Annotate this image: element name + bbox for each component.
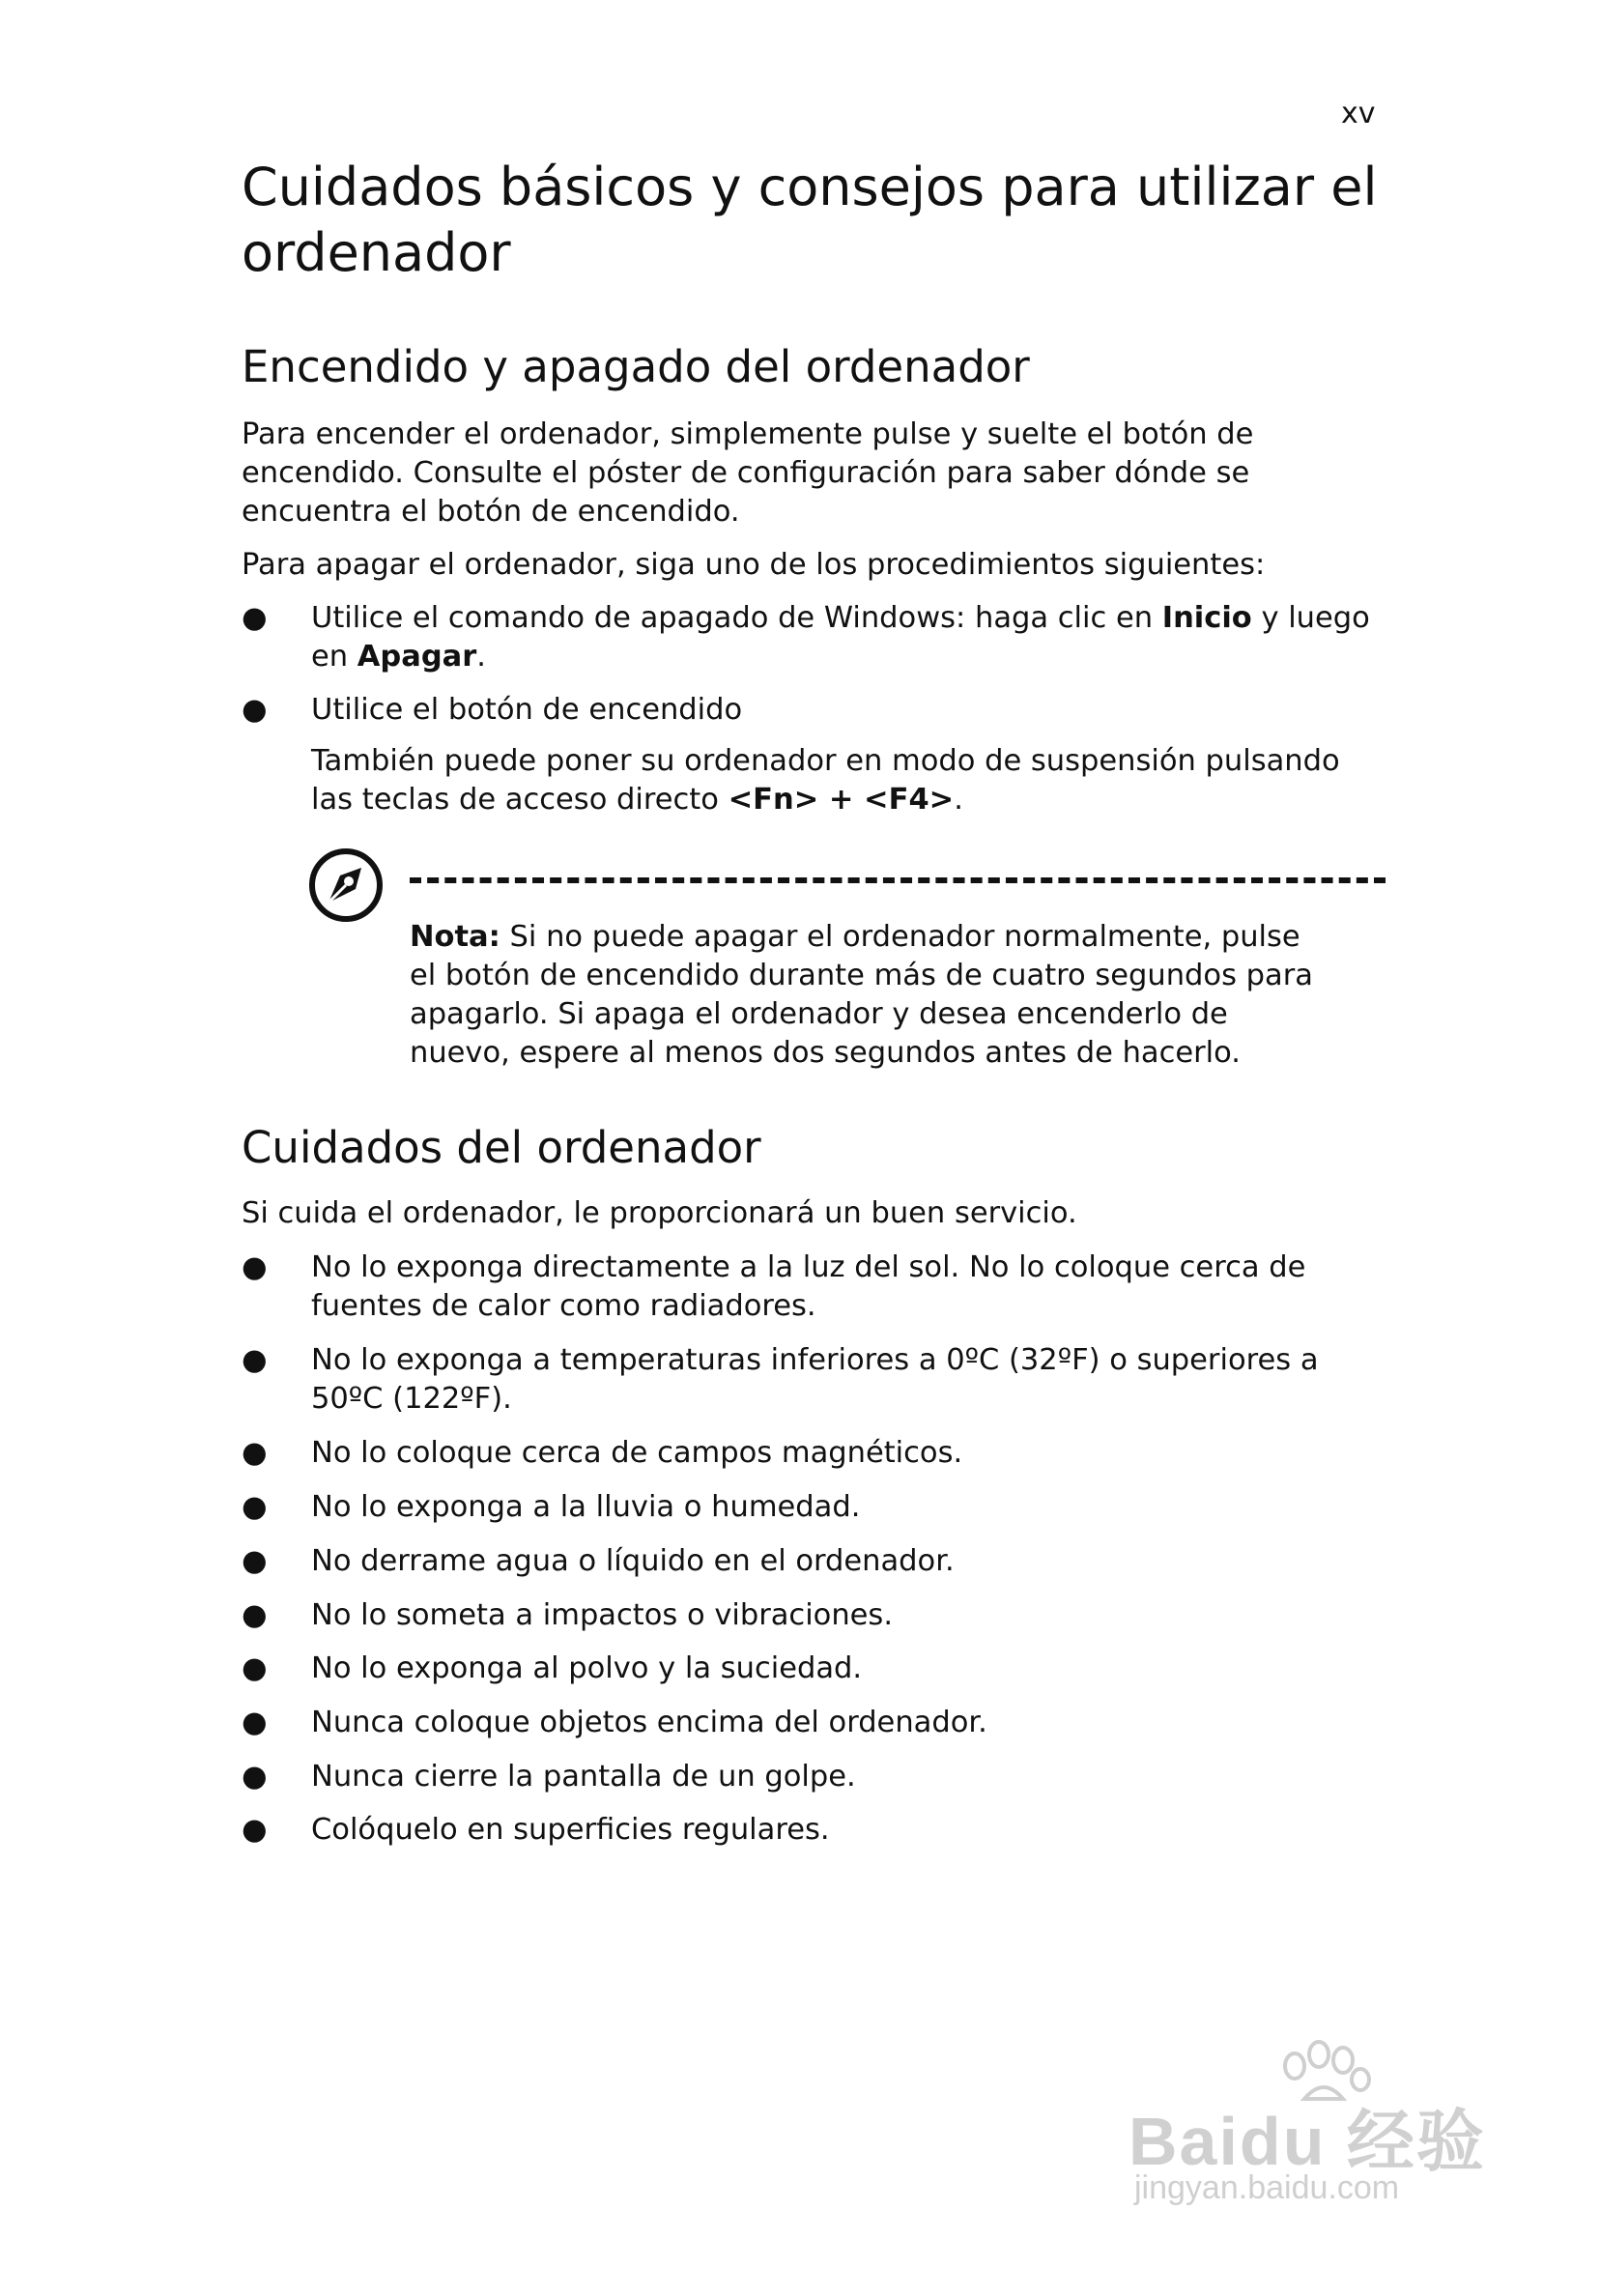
note-pen-icon xyxy=(307,847,385,924)
list-item: ● No lo exponga directamente a la luz del sol. No lo coloque cerca de fuentes de calor como radiadores. xyxy=(242,1250,1306,1323)
watermark-brand: Baidu 经验 xyxy=(1129,2104,1486,2179)
list-item: ● No derrame agua o líquido en el ordenador. xyxy=(242,1542,1391,1581)
bullet-icon: ● xyxy=(242,1598,268,1632)
list-item: ● Nunca coloque objetos encima del ordenador. xyxy=(242,1704,1391,1742)
bullet-icon: ● xyxy=(242,1343,268,1377)
bullet-icon: ● xyxy=(242,1250,268,1284)
paragraph-care-intro: Si cuida el ordenador, le proporcionará un buen servicio. xyxy=(242,1196,1077,1230)
bullet-icon: ● xyxy=(242,1706,268,1739)
list-item: ● No lo exponga a la lluvia o humedad. xyxy=(242,1488,1391,1527)
page-number: xv xyxy=(1341,97,1376,130)
list-item: ● No lo exponga al polvo y la suciedad. xyxy=(242,1650,1391,1688)
list-item: ● Utilice el comando de apagado de Windows: haga clic en Inicio y luego en Apagar. xyxy=(242,601,1370,674)
section-heading-care: Cuidados del ordenador xyxy=(242,1122,761,1173)
bullet-icon: ● xyxy=(242,1760,268,1794)
bullet-icon: ● xyxy=(242,1651,268,1685)
note-divider xyxy=(410,877,1386,883)
paragraph-power-off-intro: Para apagar el ordenador, siga uno de los procedimientos siguientes: xyxy=(242,548,1266,582)
bullet-icon: ● xyxy=(242,601,268,635)
note-text: Nota: Si no puede apagar el ordenador normalmente, pulse el botón de encendido durante más de cuatro segundos para apagarlo. Si apaga el ordenador y desea encenderlo de nuevo, espere al menos dos segundos antes de hacerlo. xyxy=(410,920,1313,1070)
bullet-icon: ● xyxy=(242,693,268,727)
paragraph-power-on: Para encender el ordenador, simplemente pulse y suelte el botón de encendido. Consulte el póster de configuración para saber dónde se encuentra el botón de encendido. xyxy=(242,417,1254,529)
list-item: ● No lo exponga a temperaturas inferiores a 0ºC (32ºF) o superiores a 50ºC (122ºF). xyxy=(242,1343,1319,1416)
bullet-icon: ● xyxy=(242,1544,268,1578)
section-heading-power: Encendido y apagado del ordenador xyxy=(242,341,1030,392)
watermark-url: jingyan.baidu.com xyxy=(1134,2169,1400,2206)
list-item: ● No lo coloque cerca de campos magnéticos. xyxy=(242,1434,1391,1473)
paragraph-suspend: También puede poner su ordenador en modo de suspensión pulsando las teclas de acceso directo <Fn> + <F4>. xyxy=(311,744,1340,817)
bullet-icon: ● xyxy=(242,1813,268,1847)
list-item: ● Nunca cierre la pantalla de un golpe. xyxy=(242,1758,1391,1796)
list-item: ● Colóquelo en superficies regulares. xyxy=(242,1811,1391,1850)
baidu-watermark xyxy=(1111,2039,1498,2213)
page-title: Cuidados básicos y consejos para utilizar el ordenador xyxy=(242,157,1378,283)
bullet-icon: ● xyxy=(242,1436,268,1470)
list-item: ● Utilice el botón de encendido xyxy=(242,691,1391,730)
bullet-icon: ● xyxy=(242,1490,268,1524)
list-item: ● No lo someta a impactos o vibraciones. xyxy=(242,1596,1391,1635)
